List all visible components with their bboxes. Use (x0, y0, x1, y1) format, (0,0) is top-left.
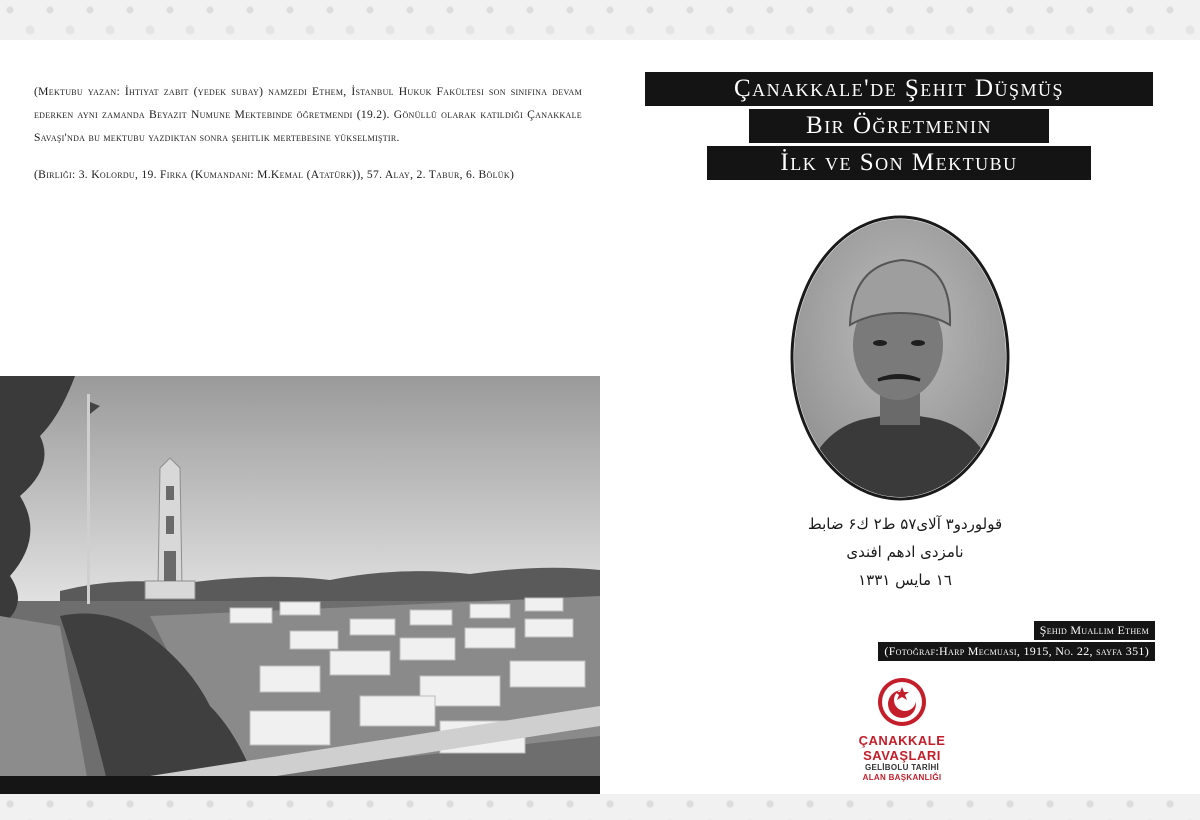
institution-logo (852, 677, 952, 783)
caption-name: Şehid Muallim Ethem (1034, 621, 1155, 640)
decorative-pattern-bottom (0, 794, 1200, 820)
caption-source: (Fotoğraf:Harp Mecmuası, 1915, No. 22, sayfa 351) (878, 642, 1155, 661)
title-line-3: İlk ve Son Mektubu (707, 146, 1091, 180)
crescent-star-icon (877, 677, 927, 727)
intro-paragraph: (Mektubu yazan: İhtiyat zabit (yedek subay) namzedi Ethem, İstanbul Hukuk Fakültesi son sınıfına devam ederken aynı zamanda Beyazıt Numune Mektebinde öğretmendi (19.2). Gönüllü olarak katıldığı Çanakkale Savaşı'nda bu mektubu yazdıktan sonra şehitlik mertebesine yükselmiştir. (34, 85, 582, 144)
logo-sub-line-2: ALAN BAŞKANLIĞI (862, 773, 942, 782)
logo-name-line-2: SAVAŞLARI (863, 748, 941, 763)
portrait-caption (878, 621, 1155, 663)
decorative-pattern-top (0, 0, 1200, 40)
intro-text (34, 80, 582, 186)
logo-sub-line-1: GELİBOLU TARİHİ (864, 763, 940, 772)
ottoman-line-1: قولوردو۳ آلای۵۷ ط۲ ك۶ ضابط (807, 515, 1003, 533)
title-line-1: Çanakkale'de Şehit Düşmüş (645, 72, 1153, 106)
memorial-photo (0, 376, 600, 794)
photo-bottom-bar (0, 776, 600, 794)
ottoman-inscription (745, 510, 1065, 594)
ottoman-line-3: ۱٦ مايس ۱۳۳۱ (858, 571, 952, 589)
title-line-2: Bir Öğretmenin (749, 109, 1049, 143)
logo-name-line-1: ÇANAKKALE (858, 733, 946, 748)
ottoman-line-2: نامزدی ادهم افندی (846, 543, 964, 561)
soldier-portrait (790, 215, 1010, 501)
page-title (645, 72, 1153, 183)
unit-info: (Birliği: 3. Kolordu, 19. Fırka (Kumandanı: M.Kemal (Atatürk)), 57. Alay, 2. Tabur, 6. Bölük) (34, 168, 515, 181)
